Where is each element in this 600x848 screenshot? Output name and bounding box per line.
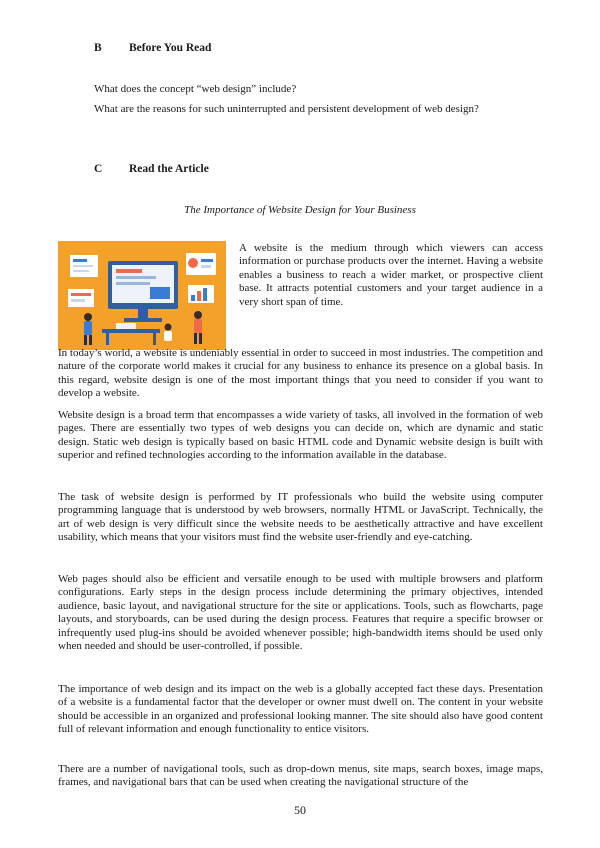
section-c-letter: C [94, 163, 103, 175]
article-paragraph-2: Website design is a broad term that encompasses a wide variety of tasks, all involved in the formation of web pages. There are essentially two types of web designs you can decide on, which are dynamic and static design. Static web design is typically based on basic HTML code and Dynamic website design is built with superior and refined technologies according to the information available in the database. [58, 409, 543, 462]
section-c-title: Read the Article [129, 163, 209, 175]
article-paragraph-3: The task of website design is performed by IT professionals who build the website using computer programming language that is understood by web browsers, normally HTML or JavaScript. Technically, the art of web design is very difficult since the website needs to be aesthetically attractive and have excellent usability, which means that your visitors must find the website user-friendly and eye-catching. [58, 491, 543, 544]
question-2: What are the reasons for such uninterrupted and persistent development of web design? [94, 103, 479, 115]
article-paragraph-5: The importance of web design and its impact on the web is a globally accepted fact these days. Presentation of a website is a fundamental factor that the developer or owner must dwell on. The content in your website should be accessible in an organized and professional looking manner. The site should also have good content full of relevant information and enough functionality to entice visitors. [58, 683, 543, 736]
article-intro: A website is the medium through which viewers can access information or purchase products over the internet. Having a website enables a business to reach a wider market, or prospective client base. It attracts potential customers and your target audience in a very short span of time. [239, 242, 543, 308]
article-title: The Importance of Website Design for Your Business [184, 204, 416, 216]
article-paragraph-1: In today’s world, a website is undeniably essential in order to succeed in most industries. The competition and nature of the corporate world makes it crucial for any business to enhance its presence on a global basis. In this regard, website design is one of the most important things that you need to consider if you want to develop a website. [58, 347, 543, 400]
web-design-illustration [58, 241, 226, 350]
article-paragraph-6: There are a number of navigational tools, such as drop-down menus, site maps, search boxes, image maps, frames, and navigational bars that can be used when creating the navigational structure of the [58, 763, 543, 789]
web-design-illustration-graphic [58, 241, 226, 350]
question-1: What does the concept “web design” include? [94, 83, 297, 95]
section-b-title: Before You Read [129, 42, 212, 54]
article-paragraph-4: Web pages should also be efficient and versatile enough to be used with multiple browsers and platform configurations. Early steps in the design process include determining the primary objectives, intended audience, basic layout, and navigational structure for the site or applications. Tools, such as flowcharts, page layouts, and storyboards, can be used during the design process. Features that require a specific browser or infrequently used plug-ins should be avoided whenever possible; high-bandwidth items should be used only when needed and should be user-controlled, if possible. [58, 573, 543, 653]
page-number: 50 [294, 803, 306, 817]
section-b-letter: B [94, 42, 102, 54]
